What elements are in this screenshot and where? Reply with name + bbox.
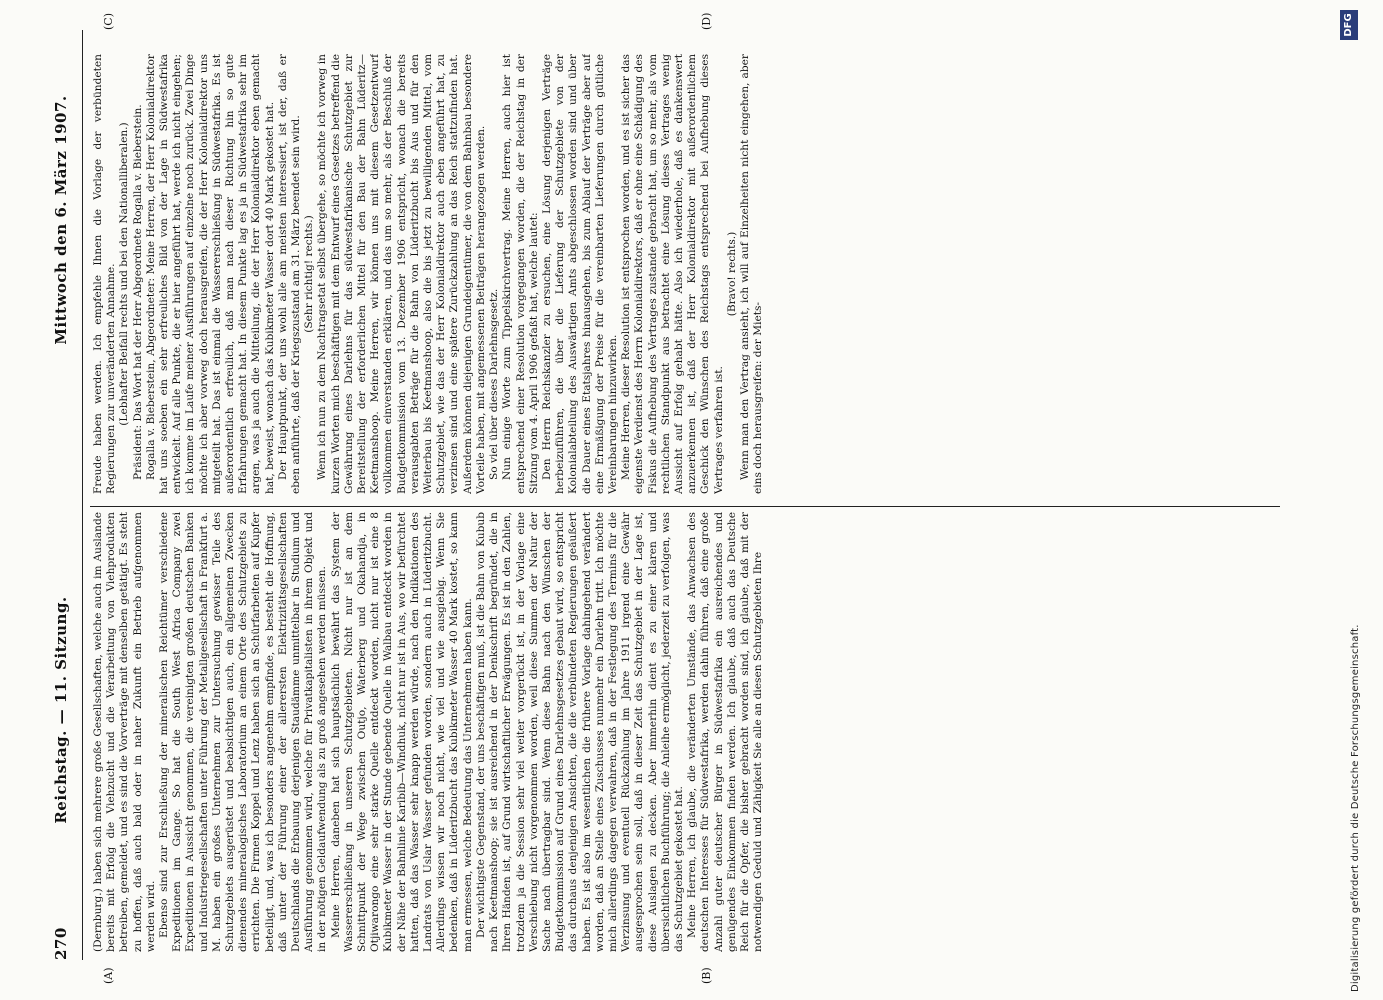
margin-mark-c: (C)	[102, 13, 115, 30]
paragraph: Der Hauptpunkt, der uns wohl alle am meisten interessiert, ist der, daß er eben anführte, daß der Kriegszustand am 31. März beendet sein wird.	[276, 54, 303, 494]
speaker-paragraph: Präsident: Das Wort hat der Herr Abgeordnete Rogalla v. Bieberstein.	[131, 104, 144, 480]
left-column	[92, 512, 1292, 952]
interjection: (Sehr richtig! rechts.)	[303, 215, 316, 333]
right-column	[92, 54, 1292, 494]
paragraph: Meine Herren, ich glaube, die veränderten Umstände, das Anwachsen des deutschen Interesses für Südwestafrika, werden dahin führen, daß eine große Anzahl guter deutscher Bürger in Südwestafrika ein ausreichendes und genügendes Einkommen finden werden. Ich glaube, daß auch das Deutsche Reich für die Opfer, die bisher gebracht worden sind, ich glaube, daß mit der notwendigen Geduld und Zähigkeit Sie alle an diesen Schutzgebieten Ihre	[686, 512, 765, 952]
speaker-paragraph: Rogalla v. Bieberstein, Abgeordneter: Meine Herren, der Herr Kolonialdirektor hat uns soeben ein sehr erfreuliches Bild von der Lage in Südwestafrika entwickelt. Auf alle Punkte, die er hier angeführt hat, werde ich nicht eingehen; ich komme im Laufe meiner Ausführungen auf einzelne noch zurück. Zwei Dinge möchte ich aber vorweg doch herausgreifen, die der Herr Kolonialdirektor uns mitgeteilt hat. Das ist einmal die Wassererschließung in Südwestafrika. Es ist außerordentlich erfreulich, daß man nach dieser Richtung hin so gute Erfahrungen gemacht hat. In diesem Punkte lag es ja in Südwestafrika sehr im argen, was ja auch die Mitteilung, die der Herr Kolonialdirektor eben gemacht hat, beweist, wonach das Kubikmeter Wasser dort 40 Mark gekostet hat.	[144, 54, 276, 494]
paragraph: Meine Herren, daneben hat sich hauptsächlich bewährt das System der Wassererschließung in unseren Schutzgebieten. Nicht nur ist an dem Schnittpunkt der Wege zwischen Outjo, Waterberg und Okahandja, in Otjiwarongo eine sehr starke Quelle entdeckt worden, nicht nur ist eine 8 Kubikmeter Wasser in der Stunde gebende Quelle in Walbau entdeckt worden in der Nähe der Bahnlinie Karibib—Windhuk, nicht nur ist in Aus, wo wir befürchtet hatten, daß das Wasser sehr knapp werden würde, nach den Indikationen des Landrats von Uslar Wasser gefunden worden, sondern auch in Lüderitzbucht. Allerdings wissen wir noch nicht, wie viel und wie ausgiebig. Wenn Sie bedenken, daß in Lüderitzbucht das Kubikmeter Wasser 40 Mark kostet, so kann man ermessen, welche Bedeutung das Unternehmen haben kann.	[329, 512, 474, 952]
paragraph: Ebenso sind zur Erschließung der mineralischen Reichtümer verschiedene Expeditionen im Gange. So hat die South West Africa Company zwei Expeditionen in Aussicht genommen, die vereinigten großen deutschen Banken und Industriegesellschaften unter Führung der Metallgesellschaft in Frankfurt a. M. haben ein großes Unternehmen zur Untersuchung gewisser Teile des Schutzgebiets ausgerüstet und beabsichtigen auch, ein allgemeinen Zwecken dienendes mineralogisches Laboratorium an einem Orte des Schutzgebiets zu errichten. Die Firmen Koppel und Lenz haben sich an Schürfarbeiten auf Kupfer beteiligt, und, was ich besonders angenehm empfinde, es besteht die Hoffnung, daß unter der Führung einer der allerersten Elektrizitätsgesellschaften Deutschlands die Erbauung derjenigen Staudämme unmittelbar in Studium und Ausführung genommen wird, welche für Privatkapitalisten in ihrem Objekt und in der nötigen Geldaufwendung als zu groß angesehen werden müssen.	[158, 512, 329, 952]
paragraph: Der wichtigste Gegenstand, der uns beschäftigen muß, ist die Bahn von Kubub nach Keetmanshoop; sie ist ausreichend in der Denkschrift begründet, die in Ihren Händen ist, auf Grund wirtschaftlicher Erwägungen. Es ist in den Zahlen, trotzdem ja die Session sehr viel weiter vorgerückt ist, in der Vorlage eine Verschiebung nicht vorgenommen worden, weil diese Summen der Natur der Sache nach übertragbar sind. Wenn diese Bahn nach den Wünschen der Budgetkommission auf Grund eines Darlehnsgesetzes gebaut wird, so entspricht das durchaus denjenigen Ansichten, die die verbündeten Regierungen geäußert haben. Es ist also im wesentlichen die frühere Vorlage dahingehend verändert worden, daß an Stelle eines Zuschusses nunmehr ein Darlehn tritt. Ich möchte mich allerdings dagegen verwahren, daß in der Festlegung des Termins für die Verzinsung und eventuell Rückzahlung im Jahre 1911 irgend eine Gewähr ausgesprochen sein soll, daß in dieser Zeit das Schutzgebiet in der Lage ist, diese Auslagen zu decken. Aber immerhin dient es zu einer klaren und übersichtlichen Buchführung; die Anleihe ermöglicht, jederzeit zu verfolgen, was das Schutzgebiet gekostet hat.	[474, 512, 685, 952]
margin-mark-d: (D)	[700, 12, 713, 30]
paragraph: Freude haben werden. Ich empfehle Ihnen die Vorlage der verbündeten Regierungen zur unveränderten Annahme.	[92, 54, 118, 494]
paragraph: Nun einige Worte zum Tippelskirchvertrag. Meine Herren, auch hier ist entsprechend einer Resolution vorgegangen worden, die der Reichstag in der Sitzung vom 4. April 1906 gefaßt hat, welche lautet:	[501, 54, 540, 494]
quoted-resolution: Den Herrn Reichskanzler zu ersuchen, eine Lösung derjenigen Verträge herbeizuführen, die über die Lieferung der Schutzgebiete von der Kolonialabteilung des Auswärtigen Amts abgeschlossen worden sind und über die Dauer eines Etatsjahres hinausgehen, bis zum Ablauf der Verträge aber auf eine Ermäßigung der Preise für die vereinbarten Lieferungen durch gütliche Vereinbarungen hinzuwirken.	[540, 54, 619, 494]
margin-mark-a: (A)	[102, 967, 115, 984]
header-rule	[82, 30, 83, 960]
paragraph: So viel über dieses Darlehnsgesetz.	[488, 288, 501, 480]
running-header	[52, 30, 78, 960]
paragraph: Wenn ich nun zu dem Nachtragsetat selbst übergehe, so möchte ich vorweg in kurzen Worten mich beschäftigen mit dem Entwurf eines Gesetzes betreffend die Gewährung eines Darlehns für das südwestafrikanische Schutzgebiet zur Bereitstellung der erforderlichen Mittel für den Bau der Bahn Lüderitz—Keetmanshoop. Meine Herren, wir können uns mit diesem Gesetzentwurf vollkommen einverstanden erklären, und das um so mehr, als der Beschluß der Budgetkommission vom 13. Dezember 1906 entspricht, wonach die bereits verausgabten Beträge für die Bahn von Lüderitzbucht bis Aus und für den Weiterbau bis Keetmanshoop, also die bis jetzt zu bewilligenden Mittel, vom Schutzgebiet, wie das der Herr Kolonialdirektor auch eben angeführt hat, zu verzinsen sind und eine spätere Zurückzahlung an das Reich stattzufinden hat. Außerdem können diejenigen Grundeigentümer, die von dem Bahnbau besondere Vorteile haben, mit angemessenen Beiträgen herangezogen werden.	[316, 54, 487, 494]
header-left: Reichstag. — 11. Sitzung.	[52, 596, 70, 824]
digitization-credit: Digitalisierung gefördert durch die Deutsche Forschungsgemeinschaft.	[1350, 624, 1361, 992]
dfg-logo: DFG	[1340, 10, 1358, 40]
column-divider	[90, 506, 1280, 507]
paragraph: (Dernburg.) haben sich mehrere große Gesellschaften, welche auch im Auslande bereits mit Erfolg die Viehzucht und die Verarbeitung von Viehprodukten betreiben, gemeldet, und es sind die Vorverträge mit denselben getätigt. Es steht zu hoffen, daß auch bald oder in naher Zukunft ein Betrieb aufgenommen werden wird.	[92, 512, 157, 952]
margin-mark-b: (B)	[700, 967, 713, 984]
page-number: 270	[52, 927, 70, 960]
paragraph: Wenn man den Vertrag ansieht, ich will auf Einzelheiten nicht eingehen, aber eins doch herausgreifen: der Miets-	[738, 54, 765, 494]
paragraph: Meine Herren, dieser Resolution ist entsprochen worden, und es ist sicher das eigenste Verdienst des Herrn Kolonialdirektors, daß er ohne eine Schädigung des Fiskus die Aufhebung des Vertrages zustande gebracht hat, um so mehr, als vom rechtlichen Standpunkt aus betrachtet eine Lösung dieses Vertrages wenig Aussicht auf Erfolg gehabt hätte. Also ich wiederhole, daß es dankenswert anzuerkennen ist, daß der Herr Kolonialdirektor mit außerordentlichem Geschick den Wünschen des Reichstags entsprechend bei Aufhebung dieses Vertrages verfahren ist.	[620, 54, 725, 494]
interjection: (Lebhafter Beifall rechts und bei den Nationalliberalen.)	[118, 122, 131, 426]
header-right: Mittwoch den 6. März 1907.	[52, 95, 70, 345]
interjection: (Bravo! rechts.)	[725, 231, 738, 317]
